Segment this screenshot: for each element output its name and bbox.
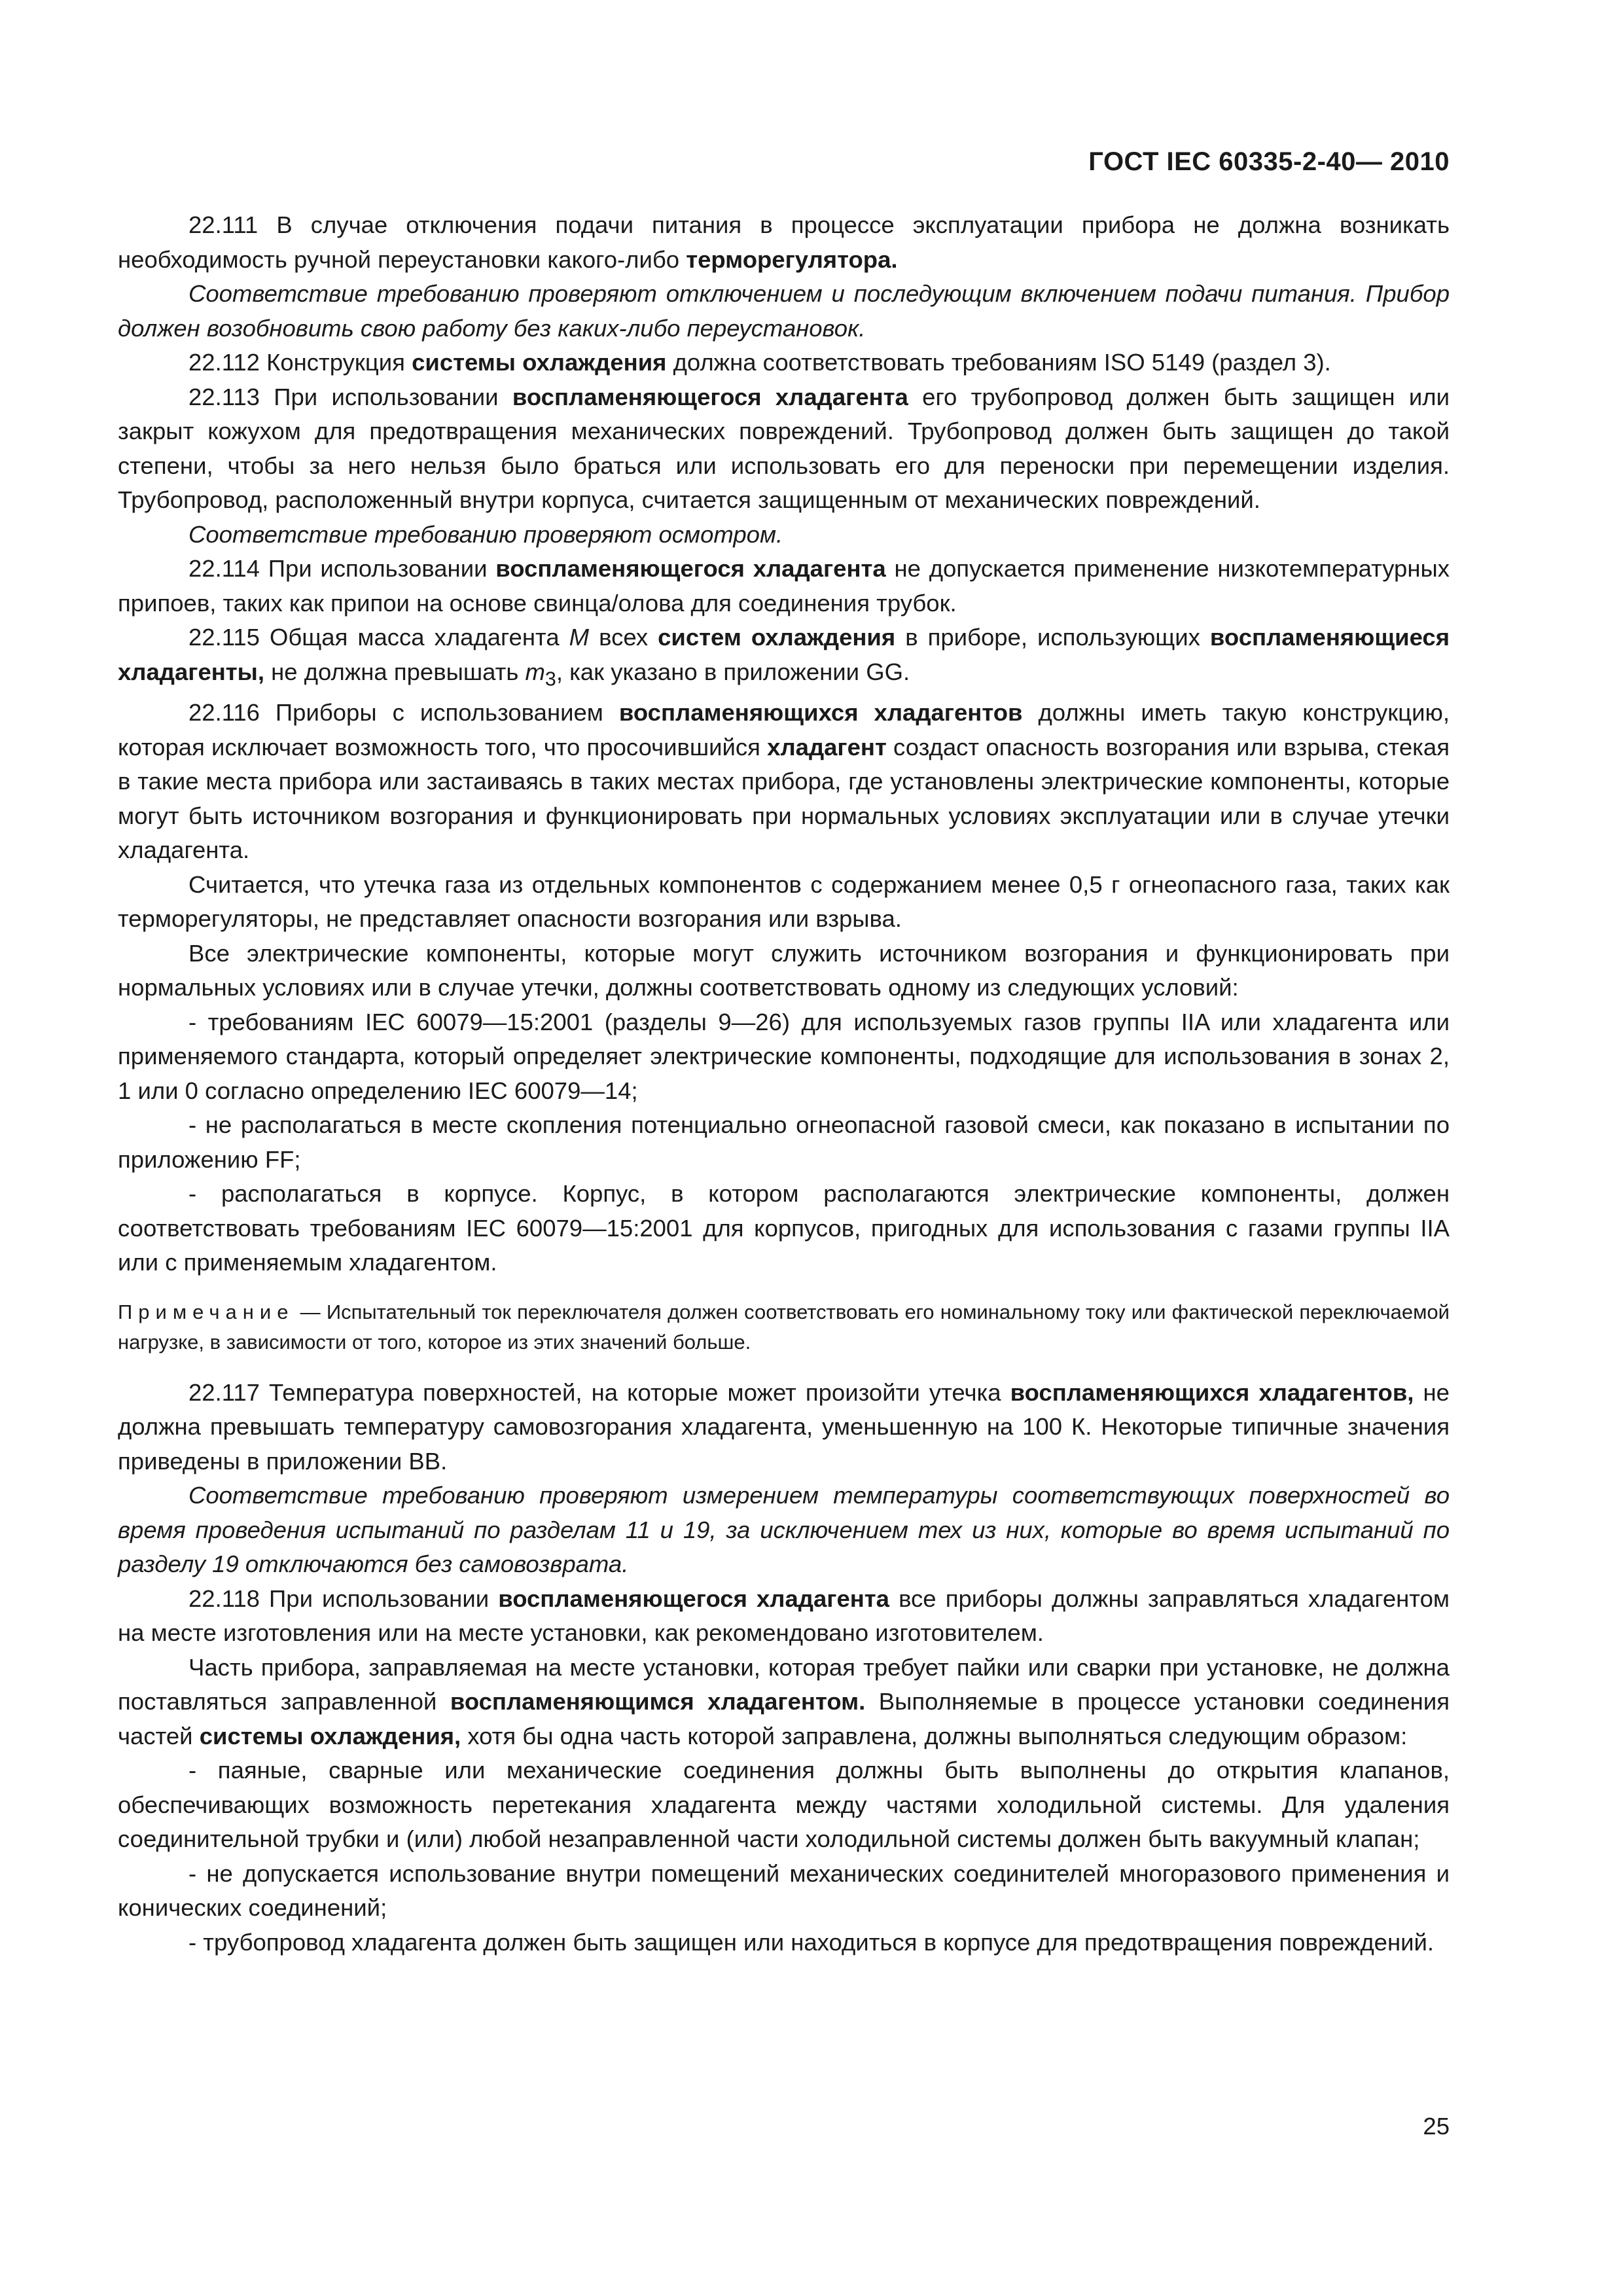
term-bold: воспламеняющегося хладагента xyxy=(498,1585,889,1612)
clause-text: не допускается применение низкотемпературных припоев, таких как припои на основе свинца/олова для соединения трубок. xyxy=(118,555,1450,617)
clause-22-118 xyxy=(118,1582,1450,1651)
list-item: - требованиям IEC 60079—15:2001 (разделы 9—26) для используемых газов группы IIA или хладагента или применяемого стандарта, который определяет электрические компоненты, подходящие для использования в зонах 2, 1 или 0 согласно определению IEC 60079—14; xyxy=(118,1008,1450,1104)
list-item: - трубопровод хладагента должен быть защищен или находиться в корпусе для предотвращения повреждений. xyxy=(188,1928,1435,1956)
symbol-italic: M xyxy=(569,624,590,651)
clause-22-117-check: Соответствие требованию проверяют измерением температуры соответствующих поверхностей во время проведения испытаний по разделам 11 и 19, за исключением тех из них, которые во время испытаний по разделу 19 отключаются без самовозврата. xyxy=(118,1482,1450,1578)
clause-22-114 xyxy=(118,552,1450,620)
term-bold: воспламеняющихся хладагентов, xyxy=(1010,1378,1414,1406)
clause-22-113 xyxy=(118,380,1450,518)
term-bold: воспламеняющихся хладагентов xyxy=(618,699,1023,726)
note-label: Примечание xyxy=(118,1300,294,1323)
clause-text: 22.118 При использовании xyxy=(188,1585,499,1612)
symbol-subscript: 3 xyxy=(544,667,556,690)
term-bold: воспламеняющегося хладагента xyxy=(512,383,908,410)
clause-text: Часть прибора, заправляемая на месте установки, которая требует пайки или сварки при установке, не должна поставляться заправленной xyxy=(118,1653,1450,1715)
clause-22-113-check: Соответствие требованию проверяют осмотром. xyxy=(188,520,783,548)
clause-22-116 xyxy=(118,696,1450,868)
clause-text: все приборы должны заправляться хладагентом на месте изготовления или на месте установки, как рекомендовано изготовителем. xyxy=(118,1585,1450,1647)
clause-22-118-part xyxy=(118,1651,1450,1754)
note-text: — Испытательный ток переключателя должен соответствовать его номинальному току или фактической переключаемой нагрузке, в зависимости от того, которое из этих значений больше. xyxy=(118,1300,1450,1354)
clause-text: не должна превышать xyxy=(264,658,526,685)
term-bold: воспламеняющимся хладагентом. xyxy=(450,1688,866,1715)
clause-text: создаст опасность возгорания или взрыва, стекая в такие места прибора или застаиваясь в таких местах прибора, где установлены электрические компоненты, которые могут быть источником возгорания и функционировать при нормальных условиях эксплуатации или в случае утечки хладагента. xyxy=(118,733,1450,864)
term-bold: воспламеняющиеся хладагенты, xyxy=(118,624,1450,685)
clause-text: всех xyxy=(589,624,658,651)
clause-text: в приборе, использующих xyxy=(895,624,1210,651)
symbol-italic: m xyxy=(525,658,545,685)
clause-text: его трубопровод должен быть защищен или закрыт кожухом для предотвращения механических повреждений. Трубопровод должен быть защищен до такой степени, чтобы за него нельзя было браться или использовать его для переноски при перемещении изделия. Трубопровод, расположенный внутри корпуса, считается защищенным от механических повреждений. xyxy=(118,383,1450,513)
document-body xyxy=(118,208,1450,1960)
clause-text: Выполняемые в процессе установки соединения частей xyxy=(118,1688,1450,1749)
term-bold: терморегулятора. xyxy=(686,245,898,273)
standard-header: ГОСТ IEC 60335-2-40— 2010 xyxy=(1088,147,1450,176)
term-bold: системы охлаждения xyxy=(412,349,667,376)
note xyxy=(118,1297,1450,1357)
clause-22-111 xyxy=(118,208,1450,277)
clause-22-115 xyxy=(118,620,1450,696)
list-item: - не допускается использование внутри помещений механических соединителей многоразового применения и конических соединений; xyxy=(118,1859,1450,1922)
clause-text: 22.114 При использовании xyxy=(188,555,496,582)
clause-text: 22.112 Конструкция xyxy=(188,349,412,376)
clause-text: не должна превышать температуру самовозгорания хладагента, уменьшенную на 100 К. Некоторые типичные значения приведены в приложении ВВ. xyxy=(118,1378,1450,1475)
clause-text: 22.116 Приборы с использованием xyxy=(188,699,619,726)
clause-text: 22.115 Общая масса хладагента xyxy=(188,624,569,651)
term-bold: воспламеняющегося хладагента xyxy=(495,555,886,582)
term-bold: системы охлаждения, xyxy=(199,1722,461,1749)
clause-22-116-leak: Считается, что утечка газа из отдельных компонентов с содержанием менее 0,5 г огнеопасного газа, таких как терморегуляторы, не представляет опасности возгорания или взрыва. xyxy=(118,870,1450,933)
term-bold: систем охлаждения xyxy=(658,624,896,651)
clause-text: должны иметь такую конструкцию, которая исключает возможность того, что просочившийся xyxy=(118,699,1450,761)
clause-text: 22.113 При использовании xyxy=(188,383,512,410)
clause-text: 22.111 В случае отключения подачи питания в процессе эксплуатации прибора не должна возникать необходимость ручной переустановки какого-либо xyxy=(118,211,1450,273)
term-bold: хладагент xyxy=(767,733,887,761)
clause-22-116-all: Все электрические компоненты, которые могут служить источником возгорания и функционировать при нормальных условиях или в случае утечки, должны соответствовать одному из следующих условий: xyxy=(118,939,1450,1001)
clause-22-117 xyxy=(118,1376,1450,1479)
clause-text: , как указано в приложении GG. xyxy=(556,658,910,685)
list-item: - располагаться в корпусе. Корпус, в котором располагаются электрические компоненты, должен соответствовать требованиям IEC 60079—15:2001 для корпусов, пригодных для использования с газами группы IIA или с применяемым хладагентом. xyxy=(118,1180,1450,1276)
page-number: 25 xyxy=(1423,2113,1450,2140)
document-page xyxy=(118,0,1450,2296)
clause-22-112 xyxy=(118,346,1450,380)
clause-text: 22.117 Температура поверхностей, на которые может произойти утечка xyxy=(188,1378,1010,1406)
clause-22-111-check: Соответствие требованию проверяют отключением и последующим включением подачи питания. Прибор должен возобновить свою работу без каких-либо переустановок. xyxy=(118,280,1450,342)
clause-text: хотя бы одна часть которой заправлена, должны выполняться следующим образом: xyxy=(461,1722,1408,1749)
list-item: - не располагаться в месте скопления потенциально огнеопасной газовой смеси, как показано в испытании по приложению FF; xyxy=(118,1111,1450,1173)
list-item: - паяные, сварные или механические соединения должны быть выполнены до открытия клапанов, обеспечивающих возможность перетекания хладагента между частями холодильной системы. Для удаления соединительной трубки и (или) любой незаправленной части холодильной системы должен быть вакуумный клапан; xyxy=(118,1757,1450,1853)
clause-text: должна соответствовать требованиям ISO 5149 (раздел 3). xyxy=(666,349,1331,376)
